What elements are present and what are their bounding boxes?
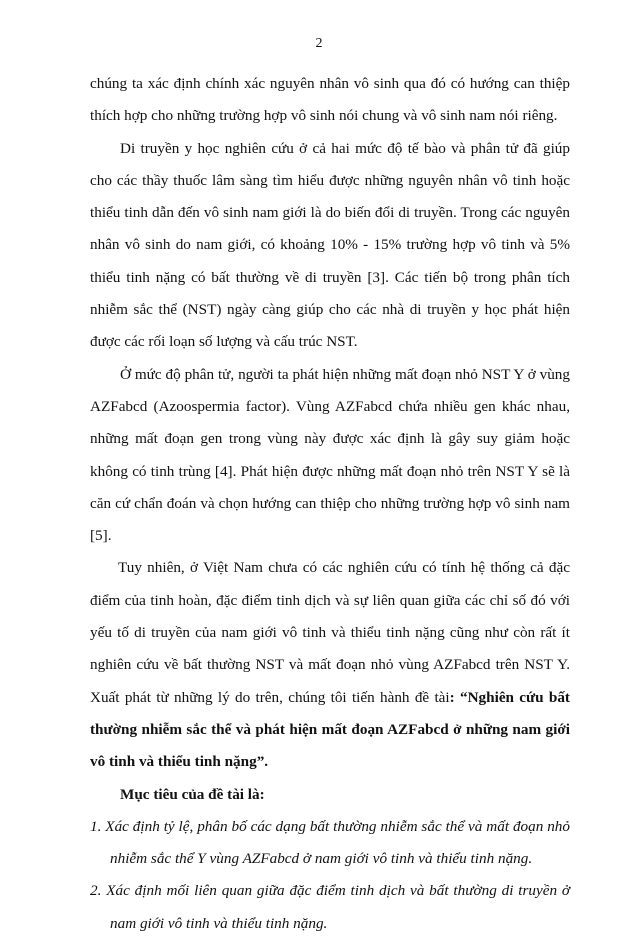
document-body	[90, 68, 570, 940]
paragraph-molecular: Ở mức độ phân tử, người ta phát hiện những mất đoạn nhỏ NST Y ở vùng AZFabcd (Azoospermia factor). Vùng AZFabcd chứa nhiều gen khác nhau, những mất đoạn gen trong vùng này được xác định là gây suy giảm hoặc không có tinh trùng [4]. Phát hiện được những mất đoạn nhỏ trên NST Y sẽ là căn cứ chẩn đoán và chọn hướng can thiệp cho những trường hợp vô sinh nam [5].	[90, 365, 570, 545]
paragraph-genetics: Di truyền y học nghiên cứu ở cả hai mức độ tế bào và phân tử đã giúp cho các thầy thuốc lâm sàng tìm hiểu được những nguyên nhân vô tinh hoặc thiểu tinh dẫn đến vô sinh nam giới là do biến đổi di truyền. Trong các nguyên nhân vô sinh do nam giới, có khoảng 10% - 15% trường hợp vô tinh và 5% thiểu tinh nặng có bất thường về di truyền [3]. Các tiến bộ trong phân tích nhiễm sắc thể (NST) ngày càng giúp cho các nhà di truyền y học phát hiện được các rối loạn số lượng và cấu trúc NST.	[90, 139, 570, 351]
objective-item-2: 2. Xác định mối liên quan giữa đặc điểm tinh dịch và bất thường di truyền ở nam giới vô tinh và thiểu tinh nặng.	[90, 882, 570, 932]
objectives-heading: Mục tiêu của đề tài là:	[120, 785, 265, 803]
objective-item-1: 1. Xác định tỷ lệ, phân bố các dạng bất thường nhiễm sắc thể và mất đoạn nhỏ nhiễm sắc thể Y vùng AZFabcd ở nam giới vô tinh và thiểu tinh nặng.	[90, 817, 570, 868]
page-number: 2	[315, 36, 323, 51]
paragraph-continuation: chúng ta xác định chính xác nguyên nhân vô sinh qua đó có hướng can thiệp thích hợp cho những trường hợp vô sinh nói chung và vô sinh nam nói riêng.	[90, 75, 570, 125]
study-title: : “Nghiên cứu bất thường nhiễm sắc thể và phát hiện mất đoạn AZFabcd ở những nam giới vô tinh và thiểu tinh nặng”.	[90, 688, 570, 771]
rationale-text: Tuy nhiên, ở Việt Nam chưa có các nghiên cứu có tính hệ thống cả đặc điểm của tinh hoàn, đặc điểm tinh dịch và sự liên quan giữa các chỉ số đó với yếu tố di truyền của nam giới vô tinh và thiểu tinh nặng cũng như còn rất ít nghiên cứu về bất thường NST và mất đoạn nhỏ vùng AZFabcd trên NST Y. Xuất phát từ những lý do trên, chúng tôi tiến hành đề tài	[90, 559, 570, 706]
paragraph-rationale	[90, 552, 570, 778]
